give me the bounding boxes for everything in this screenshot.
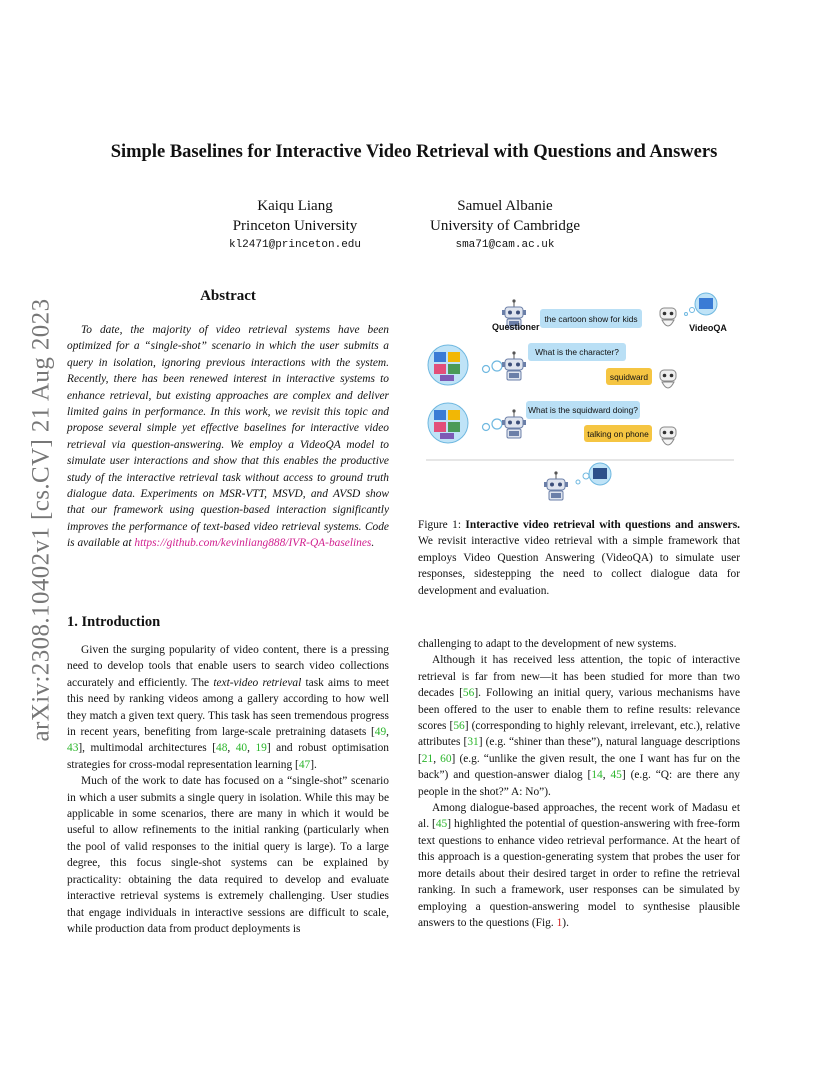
citation-link[interactable]: 43 bbox=[67, 742, 79, 755]
abstract-end: . bbox=[371, 537, 375, 550]
figure-1-caption bbox=[418, 517, 740, 599]
citation-link[interactable]: 49 bbox=[374, 726, 387, 739]
citation-link[interactable]: 40 bbox=[235, 742, 248, 755]
text-span: Although it has received less attention, the topic of interactive retrieval is far from new—it has been studied for more than two decades [ bbox=[418, 654, 740, 700]
arxiv-stamp bbox=[24, 280, 58, 760]
text-span: ] (e.g. “shiner than these”), natural language descriptions [ bbox=[418, 736, 740, 765]
question-text-1: What is the character? bbox=[535, 347, 619, 357]
citation-link[interactable]: 21 bbox=[421, 752, 434, 765]
abstract-body: To date, the majority of video retrieval systems have been optimized for a “single-shot” scenario in which the user submits a query in isolation, ignoring previous interactions with the system. Recently, there has been renewed interest in interactive systems to enhance retrieval, but existing approaches are complex and deliver limited gains in performance. In this work, we revisit this topic and propose several simple yet effective baselines for interactive video retrieval via question-answering. We employ a VideoQA model to simulate user interactions and show that this enables the productive study of the interactive retrieval task without access to ground truth dialogue data. Experiments on MSR-VTT, MSVD, and AVSD show that our framework using question-based interaction significantly improves the performance of text-based video retrieval systems. Code is available at bbox=[67, 324, 389, 550]
answer-text-2: talking on phone bbox=[587, 429, 649, 439]
section-heading-introduction: 1. Introduction bbox=[67, 614, 161, 630]
video-thumbnails-icon bbox=[428, 403, 468, 443]
author-affiliation: University of Cambridge bbox=[430, 218, 580, 234]
text-span: ]. bbox=[310, 758, 317, 771]
author-block-2 bbox=[400, 196, 610, 254]
author-email[interactable]: kl2471@princeton.edu bbox=[228, 239, 362, 251]
text-span: ] (e.g. “unlike the given result, the one I want has fur on the back”) and question-answer dialog [ bbox=[418, 752, 740, 782]
author-block-1 bbox=[190, 196, 400, 254]
citation-link[interactable]: 60 bbox=[440, 752, 452, 765]
text-span: ). bbox=[562, 916, 569, 929]
paragraph bbox=[418, 800, 740, 931]
author-name: Kaiqu Liang bbox=[257, 198, 333, 214]
emphasis: text-video retrieval bbox=[213, 676, 302, 689]
citation-link[interactable]: 45 bbox=[610, 769, 622, 782]
text-span: ] and robust optimisation strategies for cross-modal representation learning [ bbox=[67, 742, 389, 771]
paragraph: challenging to adapt to the development of new systems. bbox=[418, 638, 677, 650]
text-span: Among dialogue-based approaches, the recent work of Madasu et al. [ bbox=[418, 802, 740, 831]
videoqa-robot-icon bbox=[660, 370, 676, 388]
questioner-robot-icon bbox=[502, 409, 526, 438]
figure-1 bbox=[418, 290, 740, 510]
text-span: Given the surging popularity of video content, there is a pressing need to develop tools that enable users to search video collections accurately and efficiently. The bbox=[67, 644, 389, 689]
questioner-robot-icon bbox=[502, 351, 526, 380]
column-left bbox=[67, 642, 389, 937]
paragraph: Although it has received less attention, the topic of interactive retrieval is far from new—it has been studied for more than two decades [56]. Following an initial query, various mechanisms have been offered to the user to enable them to refine results: relevance scores [56] (corresponding to highly relevant, irrelevant, etc.), relative attributes [31] (e.g. “shiner than these”), natural language descriptions [21, 60] (e.g. “unlike the given result, the one I want has fur on the back”) and question-answer dialog [14, 45] (e.g. “Q: are there any people in the shot?” A: No”). bbox=[418, 654, 741, 798]
text-span: ]. Following an initial query, various mechanisms have been offered to the user to enable them to refine results: relevance scores [ bbox=[418, 687, 741, 733]
paragraph: Given the surging popularity of video content, there is a pressing need to develop tools that enable users to search video collections accurately and efficiently. The text-video retrieval task aims to meet this need by ranking videos among a gallery according to how well they match a given text query. This task has seen tremendous progress in recent years, benefiting from large-scale pretraining datasets [49, 43], multimodal architectures [48, 40, 19] and robust optimisation strategies for cross-modal representation learning [47]. bbox=[67, 644, 389, 771]
videoqa-robot-icon bbox=[660, 427, 676, 445]
author-email[interactable]: sma71@cam.ac.uk bbox=[455, 239, 555, 251]
caption-text: We revisit interactive video retrieval with a simple framework that employs Video Question Answering (VideoQA) to simulate user responses, sidestepping the need to collect dialogue data for development and evaluation. bbox=[418, 535, 740, 597]
paragraph: Much of the work to date has focused on a “single-shot” scenario in which a user submits a single query in isolation. While this may be applicable in some scenarios, there are many in which it would be useful to allow refinements to the initial ranking (particularly when the pool of valid responses to the initial query is large). To a large degree, this focus single-shot systems can be explained by practicality: obtaining the data required to develop and evaluate interactive retrieval systems is extremely challenging. User studies that engage individuals in interactive sessions are difficult to scale, while production data from product deployments is bbox=[67, 775, 389, 935]
citation-link[interactable]: 48 bbox=[216, 742, 228, 755]
question-text-2: What is the squidward doing? bbox=[528, 405, 638, 415]
text-span: ] (corresponding to highly relevant, irrelevant, etc.), relative attributes [ bbox=[418, 720, 740, 749]
citation-link[interactable]: 19 bbox=[255, 742, 267, 755]
text-span: ] (e.g. “Q: are there any people in the shot?” A: No”). bbox=[418, 769, 740, 798]
citation-link[interactable]: 47 bbox=[298, 758, 311, 771]
arxiv-stamp-text: arXiv:2308.10402v1 [cs.CV] 21 Aug 2023 bbox=[27, 298, 55, 742]
author-affiliation: Princeton University bbox=[232, 218, 358, 234]
caption-label: Figure 1: bbox=[418, 519, 462, 531]
video-thumbnails-icon bbox=[428, 345, 468, 385]
abstract-text bbox=[67, 322, 389, 552]
answer-text-1: squidward bbox=[609, 372, 649, 382]
code-link[interactable]: https://github.com/kevinliang888/IVR-QA-baselines bbox=[134, 537, 372, 550]
author-name: Samuel Albanie bbox=[457, 198, 553, 214]
text-span: ] highlighted the potential of question-answering with free-form text questions to enhance video retrieval performance. At the heart of this approach is a question-generating system that probes the user for more details about their desired target in order to refine the retrieval ranking. In such a framework, user responses can be simulated by employing a question-answering model to synthesise plausible answers to the questions (Fig. bbox=[418, 818, 740, 929]
citation-link[interactable]: 45 bbox=[435, 818, 448, 831]
text-span: task aims to meet this need by ranking videos among a gallery according to how well they match a given text query. This task has seen tremendous progress in recent years, benefiting from large-scale pretraining datasets [ bbox=[67, 676, 389, 739]
citation-link[interactable]: 14 bbox=[591, 769, 603, 782]
questioner-robot-icon bbox=[544, 471, 568, 500]
questioner-label: Questioner bbox=[492, 322, 540, 332]
citation-link[interactable]: 31 bbox=[467, 736, 479, 749]
figure-reference-link[interactable]: 1 bbox=[556, 916, 563, 929]
citation-link[interactable]: 56 bbox=[453, 720, 465, 733]
citation-link[interactable]: 56 bbox=[462, 687, 475, 700]
column-right bbox=[418, 636, 740, 931]
videoqa-label: VideoQA bbox=[689, 323, 727, 333]
initial-query-text: the cartoon show for kids bbox=[544, 314, 638, 324]
caption-bold: Interactive video retrieval with questions and answers. bbox=[465, 519, 740, 531]
text-span: ], multimodal architectures [ bbox=[78, 742, 216, 755]
abstract-heading: Abstract bbox=[200, 288, 256, 304]
figure-1-illustration bbox=[418, 290, 740, 510]
videoqa-robot-icon bbox=[660, 308, 676, 326]
paper-title: Simple Baselines for Interactive Video Retrieval with Questions and Answers bbox=[110, 142, 718, 162]
